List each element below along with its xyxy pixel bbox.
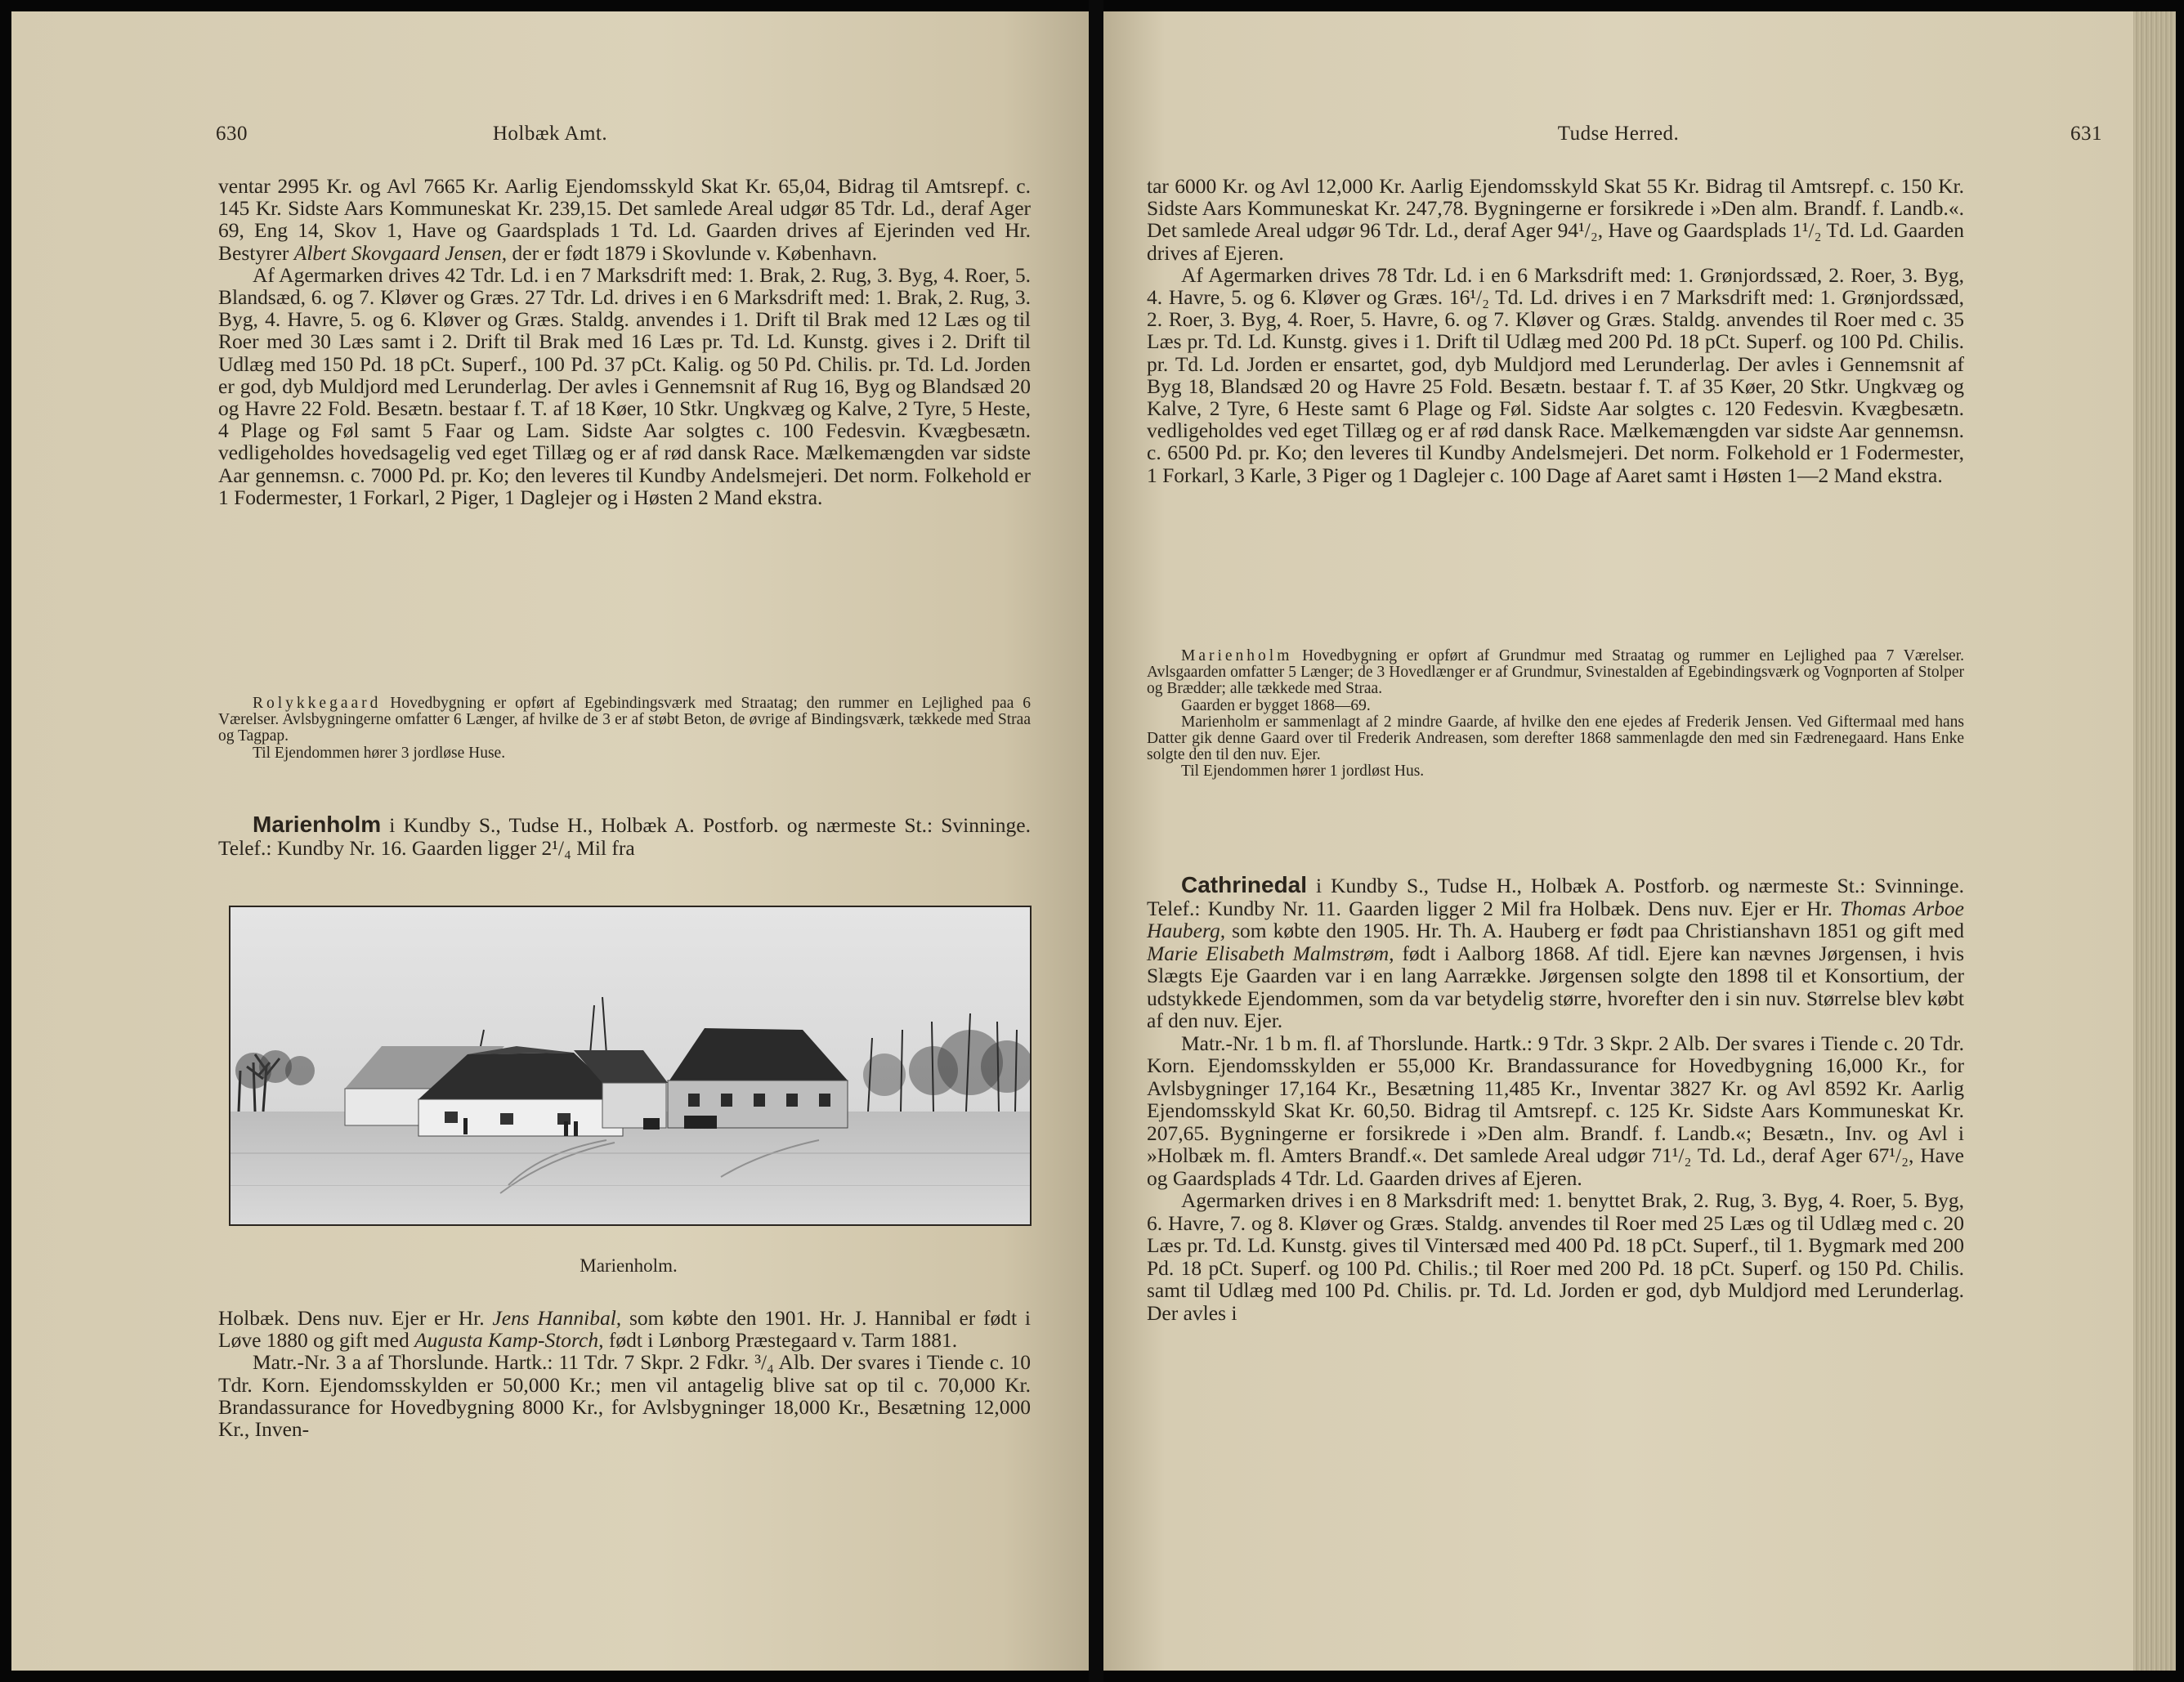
paragraph [1147,264,1964,486]
paragraph [218,745,1031,762]
farm-photo [229,906,1032,1226]
text-run: født i Lønborg Præstegaard v. Tarm 1881. [603,1328,958,1353]
paragraph [218,696,1031,745]
farm-name: Cathrinedal [1181,872,1308,897]
italic-name: Thomas Arboe Hauberg, [1147,896,1964,942]
paragraph [1147,648,1964,698]
text-run: ventar 2995 Kr. og Avl 7665 Kr. Aarlig Ejendomsskyld Skat Kr. 65,04, Bidrag til Amtsrepf. c. 145 Kr. Sidste Aars Kommuneskat Kr. 239,15. Det samlede Areal udgør 85 Tdr. Ld., deraf Ager 69, Eng 14, Skov 1, Have og Gaardsplads 1 Td. Ld. Gaarden drives af Ejerinden ved Hr. Bestyrer [218,174,1031,265]
farm-name-spaced: Rolykkegaard [253,695,382,712]
paragraph [218,1351,1031,1440]
paragraph [218,175,1031,264]
photo-caption: Marienholm. [580,1255,678,1276]
page-edge [2133,11,2176,1671]
paragraph [1147,874,1964,1032]
text-run: Til Ejendommen hører 3 jordløse Huse. [253,744,506,762]
paragraph [1147,714,1964,764]
italic-name: Augusta Kamp-Storch, [414,1328,604,1353]
running-head: Holbæk Amt. [492,123,608,145]
running-head: Tudse Herred. [1557,123,1680,145]
paragraph [1147,1032,1964,1190]
paragraph [1147,698,1964,714]
paragraph [1147,175,1964,264]
entry-intro [218,813,1031,860]
italic-name: Jens Hannibal, [492,1306,622,1330]
text-run: Hovedbygning er opført af Egebindingsværk med Straatag; den rummer en Lejlighed paa 6 Værelser. Avlsbygningerne omfatter 6 Længer, af hvilke de 3 er af støbt Beton, de øvrige af Bindingsværk, tækkede med Straa og Tagpap. [218,695,1031,745]
paragraph-block [1147,175,1964,486]
page-number: 631 [2070,123,2102,145]
text-run: som købte den 1905. Hr. Th. A. Hauberg er født paa Christianshavn 1851 og gift med [1225,919,1964,942]
text-run: der er født 1879 i Skovlunde v. København. [507,240,878,265]
entry-paragraphs [1147,874,1964,1324]
note-block [218,696,1031,762]
italic-name: Marie Elisabeth Malmstrøm, [1147,941,1394,965]
paragraph-block [218,175,1031,508]
text-run: Af Agermarken drives 78 Tdr. Ld. i en 6 Marksdrift med: 1. Grønjordssæd, 2. Roer, 3. Byg, 4. Havre, 5. og 6. Kløver og Græs. 16¹/₂ Td. Ld. drives i en 7 Marksdrift med: 1. Grønjordssæd, 2. Roer, 3. Byg, 4. Roer, 5. Havre, 6. og 7. Kløver og Græs. Staldg. anvendes til Roer med c. 35 Læs pr. Td. Ld. Kunstg. gives i 1. Drift til Udlæg med 200 Pd. 18 pCt. Superf. og 100 Pd. Chilis. pr. Td. Ld. Jorden er ensartet, god, dyb Muldjord med Lerunderlag. Der avles i Gennemsnit af Byg 18, Blandsæd 20 og Havre 25 Fold. Besætn. bestaar f. T. af 35 Køer, 20 Stkr. Ungkvæg og Kalve, 2 Tyre, 6 Heste samt 6 Plage og Føl. Sidste Aar solgtes c. 120 Fedesvin. Kvægbesætn. vedligeholdes ved eget Tillæg og er af rød dansk Race. Mælkemængden var sidste Aar gennemsn. c. 6500 Pd. pr. Ko; den leveres til Kundby Andelsmejeri. Det norm. Folkehold er 1 Fodermester, 1 Forkarl, 3 Karle, 3 Piger og 1 Daglejer c. 100 Dage af Aaret samt i Høsten 1—2 Mand ekstra. [1147,262,1964,487]
farm-name-spaced: Marienholm [1181,647,1293,664]
text-run: tar 6000 Kr. og Avl 12,000 Kr. Aarlig Ejendomsskyld Skat 55 Kr. Bidrag til Amtsrepf. c. 150 Kr. Sidste Aars Kommuneskat Kr. 247,78. Bygningerne er forsikrede i »Den alm. Brandf. f. Landb.«. Det samlede Areal udgør 96 Tdr. Ld., deraf Ager 94¹/₂, Have og Gaardsplads 1¹/₂ Td. Ld. Gaarden drives af Ejeren. [1147,174,1964,265]
farm-name: Marienholm [253,812,382,837]
text-run: Holbæk. Dens nuv. Ejer er Hr. [218,1306,493,1330]
text-run: i Kundby S., Tudse H., Holbæk A. Postforb. og nærmeste St.: Svinninge. Telef.: Kundby Nr. 16. Gaarden ligger 2¹/₄ Mil fra [218,813,1031,860]
left-page [11,11,1089,1671]
paragraph [218,264,1031,508]
page-number: 630 [216,123,248,145]
paragraph [1147,1189,1964,1324]
text-run: Hovedbygning er opført af Grundmur med Straatag og rummer en Lejlighed paa 7 Værelser. Avlsgaarden omfatter 5 Længer; de 3 Hovedlænger er af Grundmur, Svinestalden af Egebindingsværk og Vognporten af Stolper og Brædder; alle tækkede med Straa. [1147,647,1964,698]
book-gutter [1089,0,1103,1682]
text-run: Gaarden er bygget 1868—69. [1181,696,1371,714]
text-run: Matr.-Nr. 3 a af Thorslunde. Hartk.: 11 Tdr. 7 Skpr. 2 Fdkr. ³/₄ Alb. Der svares i Tiende c. 10 Tdr. Korn. Ejendomsskylden er 50,000 Kr.; men vil antagelig blive sat op til c. 70,000 Kr. Brandassurance for Hovedbygning 8000 Kr., for Avlsbygninger 18,000 Kr., Besætning 12,000 Kr., Inven- [218,1350,1031,1442]
note-block [1147,648,1964,781]
text-run: som købte den 1901. Hr. J. Hannibal er født i Løve 1880 og gift med [218,1306,1031,1353]
text-run: født i Aalborg 1868. Af tidl. Ejere kan nævnes Jørgensen, i hvis Slægts Eje Gaarden var i en lang Aarrække. Jørgensen solgte den 1898 til et Konsortium, der udstykkede Ejendommen, som da var betydelig større, hvorefter den i sin nuv. Størrelse blev købt af den nuv. Ejer. [1147,941,1964,1032]
paragraph-block-bottom [218,1307,1031,1440]
text-run: Til Ejendommen hører 1 jordløst Hus. [1181,763,1425,781]
farm-photo-image [230,907,1030,1224]
text-run: Af Agermarken drives 42 Tdr. Ld. i en 7 Marksdrift med: 1. Brak, 2. Rug, 3. Byg, 4. Roer, 5. Blandsæd, 6. og 7. Kløver og Græs. 27 Tdr. Ld. drives i en 6 Marksdrift med: 1. Brak, 2. Rug, 3. Byg, 4. Havre, 5. og 6. Kløver og Græs. Staldg. anvendes i 1. Drift til Brak med 12 Læs og til Roer med 30 Læs samt i 2. Drift til Brak med 16 Læs pr. Td. Ld. Kunstg. gives i 2. Drift til Udlæg med 150 Pd. 18 pCt. Superf., 100 Pd. 37 pCt. Kalig. og 50 Pd. Chilis. pr. Td. Ld. Jorden er god, dyb Muldjord med Lerunderlag. Der avles i Gennemsnit af Rug 16, Byg og Blandsæd 20 og Havre 22 Fold. Besætn. bestaar f. T. af 18 Køer, 10 Stkr. Ungkvæg og Kalve, 2 Tyre, 5 Heste, 4 Plage og Føl samt 5 Faar og Lam. Sidste Aar solgtes c. 100 Fedesvin. Kvægbesætn. vedligeholdes hovedsagelig ved eget Tillæg og er af rød dansk Race. Mælkemængden var sidste Aar gennemsn. c. 7000 Pd. pr. Ko; den leveres til Kundby Andelsmejeri. Det norm. Folkehold er 1 Fodermester, 1 Forkarl, 2 Piger, 1 Daglejer og i Høsten 2 Mand ekstra. [218,262,1031,509]
italic-name: Albert Skovgaard Jensen, [293,240,508,265]
text-run: Agermarken drives i en 8 Marksdrift med: 1. benyttet Brak, 2. Rug, 3. Byg, 4. Roer, 5. Byg, 6. Havre, 7. og 8. Kløver og Græs. Staldg. anvendes til Roer med 25 Læs og til Udlæg med c. 20 Læs pr. Td. Ld. Kunstg. gives til Vintersæd med 400 Pd. 18 pCt. Superf., til 1. Bygmark med 200 Pd. 18 pCt. Superf. og 100 Pd. Chilis.; til Roer med 200 Pd. 18 pCt. Superf. og 150 Pd. Chilis. samt til Udlæg med 100 Pd. Chilis. pr. Td. Ld. Jorden er god, dyb Muldjord med Lerunderlag. Der avles i [1147,1188,1964,1325]
paragraph [1147,763,1964,780]
paragraph [218,813,1031,860]
text-run: Matr.-Nr. 1 b m. fl. af Thorslunde. Hartk.: 9 Tdr. 3 Skpr. 2 Alb. Der svares i Tiende c. 20 Tdr. Korn. Ejendomsskylden er 55,000 Kr. Brandassurance for Hovedbygning 16,000 Kr., for Avlsbygninger 17,164 Kr., Besætning 11,485 Kr., Inventar 3827 Kr. og Avl 8592 Kr. Aarlig Ejendomsskyld Skat Kr. 60,50. Bidrag til Amtsrepf. c. 125 Kr. Sidste Aars Kommuneskat Kr. 207,65. Bygningerne er forsikrede i »Den alm. Brandf. f. Landb.«; Besætn., Inv. og Avl i »Holbæk m. fl. Amters Brandf.«. Det samlede Areal udgør 71¹/₂ Td. Ld., deraf Ager 67¹/₂, Have og Gaardsplads 4 Tdr. Ld. Gaarden drives af Ejeren. [1147,1031,1964,1190]
text-run: i Kundby S., Tudse H., Holbæk A. Postforb. og nærmeste St.: Svinninge. Telef.: Kundby Nr. 11. Gaarden ligger 2 Mil fra Holbæk. Dens nuv. Ejer er Hr. [1147,874,1964,920]
right-page [1103,11,2133,1671]
text-run: Marienholm er sammenlagt af 2 mindre Gaarde, af hvilke den ene ejedes af Frederik Jensen. Ved Giftermaal med hans Datter gik denne Gaard over til Frederik Andreasen, som derefter 1868 sammenlagde den med sin Fædrenegaard. Hans Enke solgte den til den nuv. Ejer. [1147,713,1964,764]
paragraph [218,1307,1031,1351]
